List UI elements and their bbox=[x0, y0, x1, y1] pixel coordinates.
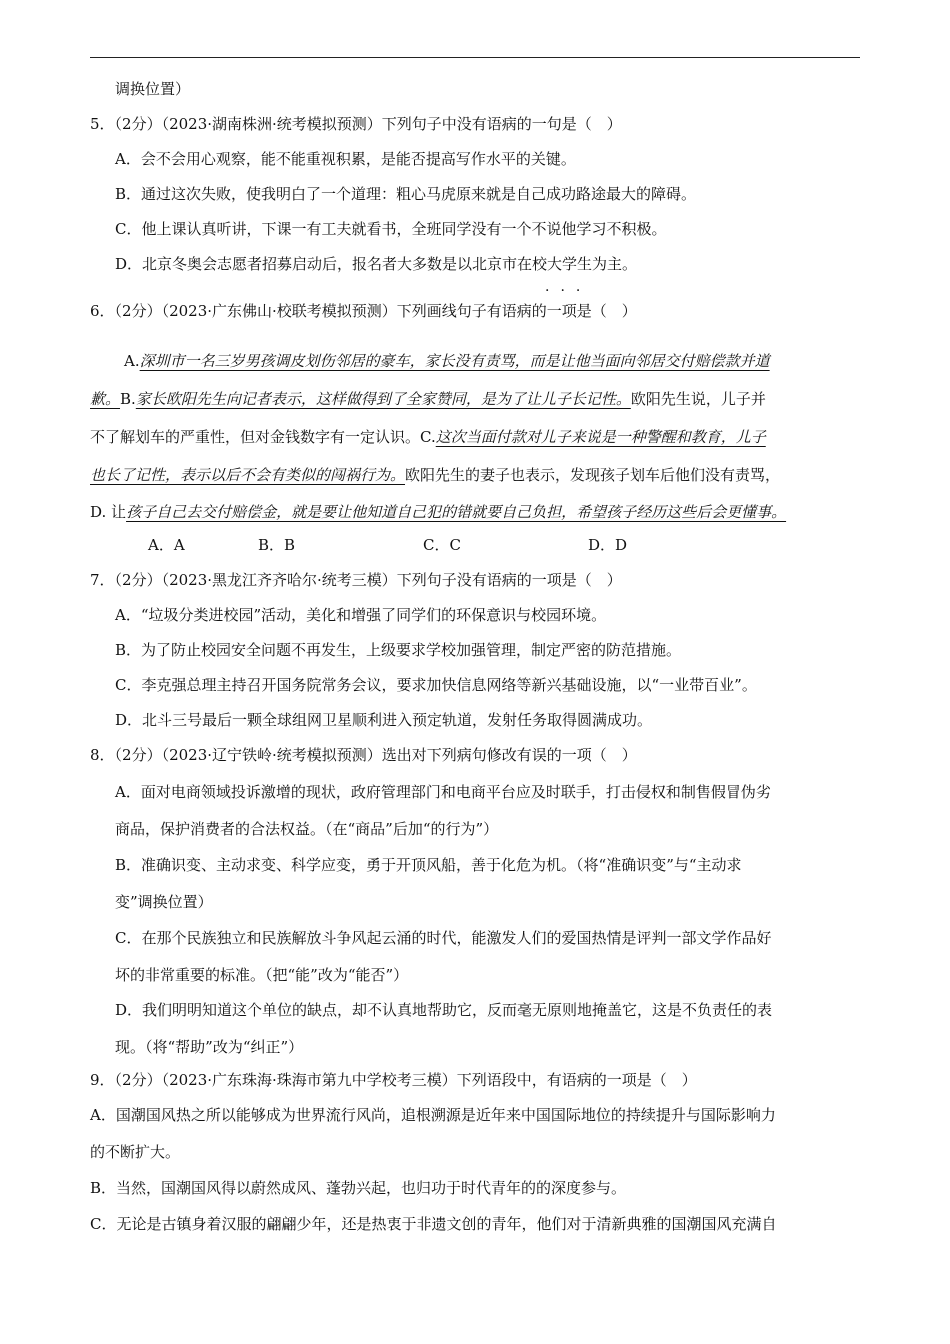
q9-stem: 9．（2分）（2023·广东珠海·珠海市第九中学校考三模）下列语段中，有语病的一项是（ ） bbox=[90, 1071, 697, 1089]
q7-option-c[interactable]: C．李克强总理主持召开国务院常务会议，要求加快信息网络等新兴基础设施，以“一业带百业”。 bbox=[115, 676, 757, 694]
q7-option-b[interactable]: B．为了防止校园安全问题不再发生，上级要求学校加强管理，制定严密的防范措施。 bbox=[115, 641, 682, 659]
q6-answer-c[interactable]: C．C bbox=[423, 536, 461, 554]
q6-answer-a[interactable]: A．A bbox=[148, 536, 185, 554]
q6-answer-d[interactable]: D．D bbox=[588, 536, 628, 554]
q9-option-a-cont: 的不断扩大。 bbox=[90, 1143, 181, 1161]
q7-stem: 7．（2分）（2023·黑龙江齐齐哈尔·统考三模）下列句子没有语病的一项是（ ） bbox=[90, 571, 622, 589]
q8-stem: 8．（2分）（2023·辽宁铁岭·统考模拟预测）选出对下列病句修改有误的一项（ ） bbox=[90, 746, 637, 764]
q5-option-d[interactable]: D．北京冬奥会志愿者招募启动后，报名者大多数是以北京市在校大学生为主。 bbox=[115, 255, 638, 273]
q6-answer-b[interactable]: B．B bbox=[258, 536, 296, 554]
q7-option-a[interactable]: A．“垃圾分类进校园”活动，美化和增强了同学们的环保意识与校园环境。 bbox=[115, 606, 607, 624]
q8-option-a-cont: 商品，保护消费者的合法权益。（在“商品”后加“的行为”） bbox=[115, 820, 499, 838]
q5-option-c[interactable]: C．他上课认真听讲，下课一有工夫就看书，全班同学没有一个不说他学习不积极。 bbox=[115, 220, 667, 238]
q6-underlined-a: 深圳市一名三岁男孩调皮划伤邻居的豪车，家长没有责骂，而是让他当面向邻居交付赔偿款并道 bbox=[139, 352, 770, 370]
emphasis-dots: ··· bbox=[545, 283, 592, 299]
q5-stem: 5．（2分）（2023·湖南株洲·统考模拟预测）下列句子中没有语病的一句是（ ） bbox=[90, 115, 622, 133]
q8-option-d[interactable]: D．我们明明知道这个单位的缺点，却不认真地帮助它，反而毫无原则地掩盖它，这是不负责任的表 bbox=[115, 1001, 773, 1019]
q8-option-b-cont: 变”调换位置） bbox=[115, 893, 213, 911]
header-rule bbox=[90, 57, 860, 58]
q6-label-c: C. bbox=[420, 428, 436, 446]
q8-option-c-cont: 坏的非常重要的标准。（把“能”改为“能否”） bbox=[115, 966, 409, 984]
q9-option-a[interactable]: A．国潮国风热之所以能够成为世界流行风尚，追根溯源是近年来中国国际地位的持续提升与国际影响力 bbox=[90, 1106, 776, 1124]
q9-option-c[interactable]: C．无论是古镇身着汉服的翩翩少年，还是热衷于非遗文创的青年，他们对于清新典雅的国潮国风充满自 bbox=[90, 1215, 777, 1233]
q6-passage-line-3 bbox=[90, 427, 766, 447]
q7-option-d[interactable]: D．北斗三号最后一颗全球组网卫星顺利进入预定轨道，发射任务取得圆满成功。 bbox=[115, 711, 653, 729]
q6-label-a: A. bbox=[124, 352, 140, 370]
q6-label-b: B. bbox=[120, 390, 136, 408]
q6-answer-options bbox=[148, 535, 748, 555]
q6-underlined-a-end: 歉。 bbox=[90, 390, 121, 408]
q6-plain-text: 不了解划车的严重性，但对金钱数字有一定认识。 bbox=[90, 428, 421, 446]
q6-plain-text: 欧阳先生说，儿子并 bbox=[630, 390, 766, 408]
q6-plain-text: 欧阳先生的妻子也表示，发现孩子划车后他们没有责骂， bbox=[405, 466, 781, 484]
q6-stem: 6．（2分）（2023·广东佛山·校联考模拟预测）下列画线句子有语病的一项是（ ） bbox=[90, 302, 637, 320]
q6-passage-line-4 bbox=[90, 465, 780, 485]
q5-option-a[interactable]: A．会不会用心观察，能不能重视积累，是能否提高写作水平的关键。 bbox=[115, 150, 576, 168]
q8-option-b[interactable]: B．准确识变、主动求变、科学应变，勇于开顶风船，善于化危为机。（将“准确识变”与“主动求 bbox=[115, 856, 742, 874]
continuation-line: 调换位置） bbox=[115, 80, 191, 98]
q6-underlined-c: 这次当面付款对儿子来说是一种警醒和教育，儿子 bbox=[435, 428, 766, 446]
q9-option-b[interactable]: B．当然，国潮国风得以蔚然成风、蓬勃兴起，也归功于时代青年的的深度参与。 bbox=[90, 1179, 627, 1197]
q6-underlined-c-end: 也长了记性，表示以后不会有类似的闯祸行为。 bbox=[90, 466, 406, 484]
q8-option-d-cont: 现。（将“帮助”改为“纠正”） bbox=[115, 1038, 304, 1056]
q6-label-d: D. bbox=[90, 503, 107, 521]
q8-option-c[interactable]: C．在那个民族独立和民族解放斗争风起云涌的时代，能激发人们的爱国热情是评判一部文学作品好 bbox=[115, 929, 772, 947]
q6-passage-line-5 bbox=[90, 502, 786, 522]
q6-passage-line-2 bbox=[90, 389, 766, 409]
q8-option-a[interactable]: A．面对电商领域投诉激增的现状，政府管理部门和电商平台应及时联手，打击侵权和制售假冒伪劣 bbox=[115, 783, 771, 801]
q6-underlined-d: 孩子自己去交付赔偿金，就是要让他知道自己犯的错就要自己负担，希望孩子经历这些后会更懂事。 bbox=[126, 503, 787, 521]
q5-option-b[interactable]: B．通过这次失败，使我明白了一个道理：粗心马虎原来就是自己成功路途最大的障碍。 bbox=[115, 185, 697, 203]
q6-passage-line-1 bbox=[124, 351, 770, 371]
q6-plain-text: 让 bbox=[111, 503, 127, 521]
q6-underlined-b: 家长欧阳先生向记者表示，这样做得到了全家赞同，是为了让儿子长记性。 bbox=[135, 390, 631, 408]
